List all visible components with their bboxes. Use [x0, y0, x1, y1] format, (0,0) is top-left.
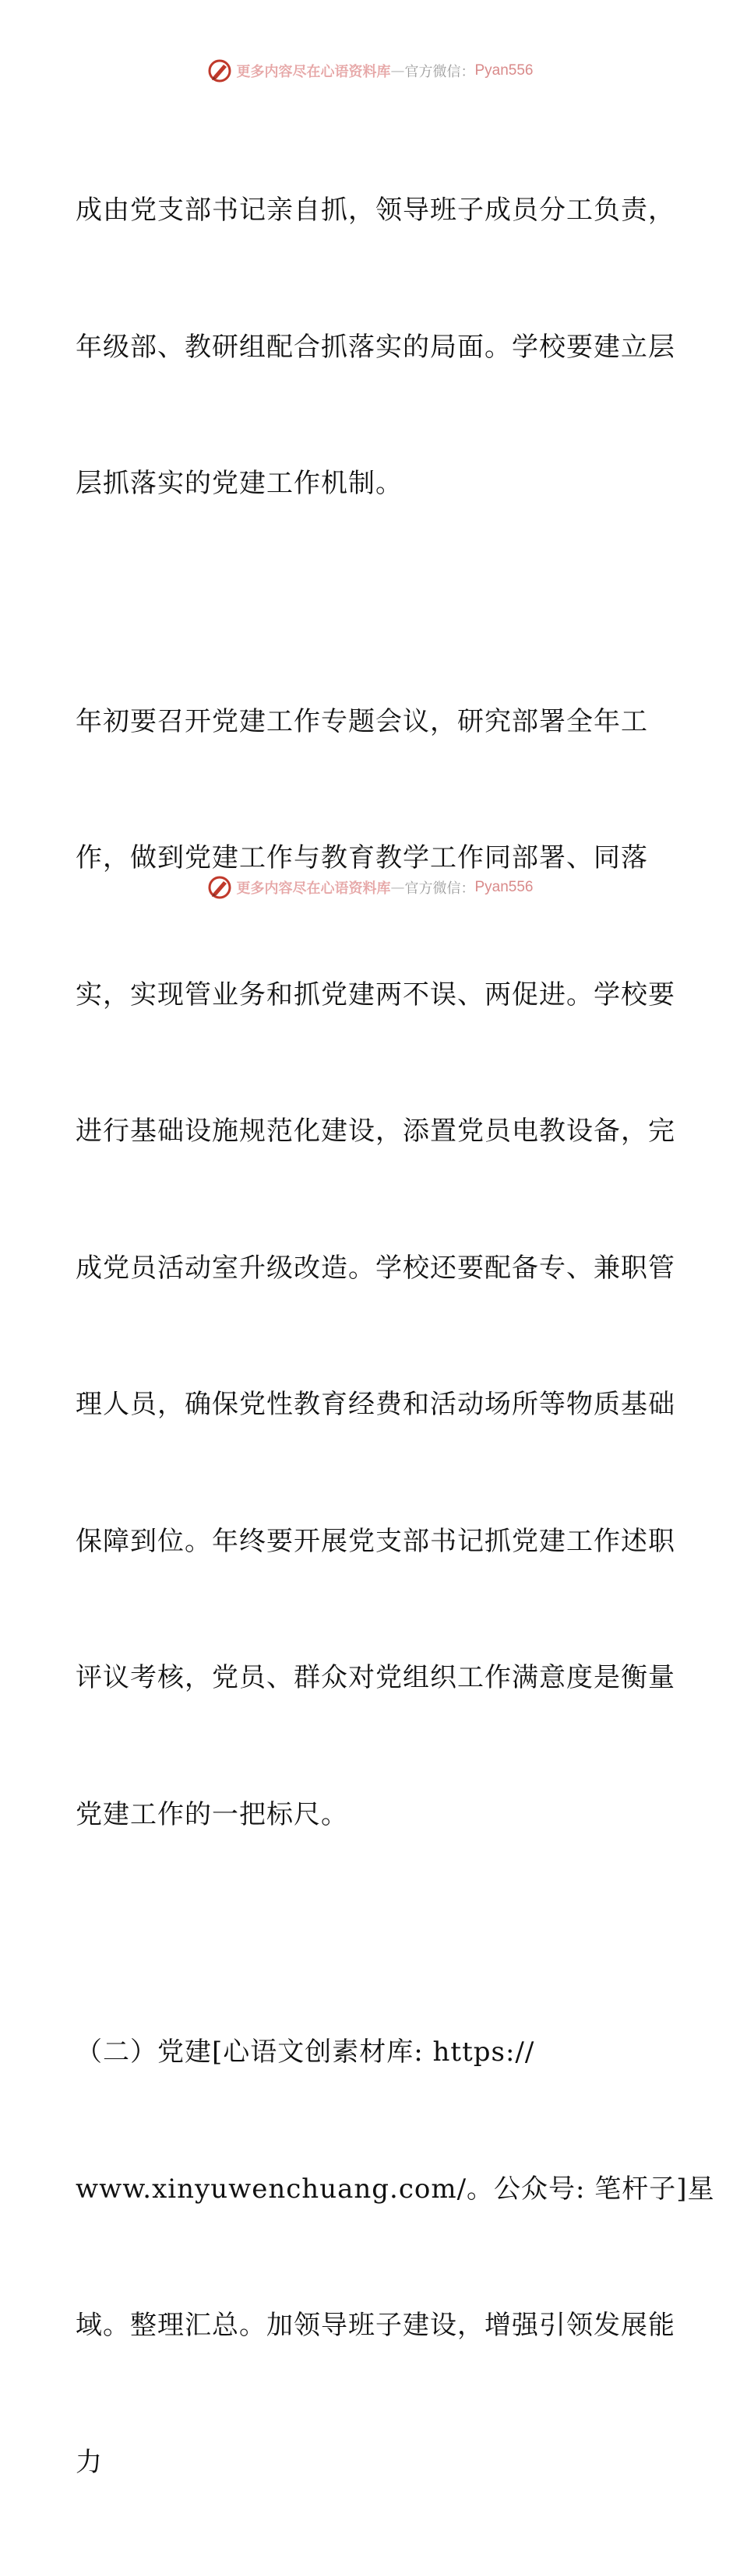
text-line: （二）党建[心语文创素材库: https://	[76, 2037, 535, 2068]
paragraph-2	[76, 608, 675, 1929]
footer-wechat-id: Pyan556	[474, 879, 534, 895]
text-line: 评议考核，党员、群众对党组织工作满意度是衡量	[76, 1662, 675, 1693]
footer-dash: —	[390, 879, 405, 896]
text-line: 层抓落实的党建工作机制。	[76, 468, 403, 499]
header-site-text: 更多内容尽在心语资料库	[236, 64, 391, 80]
paragraph-1	[76, 97, 675, 598]
pen-logo-icon	[206, 874, 233, 901]
header-wechat-label: 官方微信：	[404, 64, 475, 80]
footer-wechat-label: 官方微信：	[404, 880, 475, 897]
text-line: 成党员活动室升级改造。学校还要配备专、兼职管	[76, 1252, 675, 1284]
text-line: 成由党支部书记亲自抓，领导班子成员分工负责，	[76, 195, 675, 226]
header-wechat-id: Pyan556	[474, 62, 534, 79]
footer-banner	[0, 872, 740, 903]
text-line: 保障到位。年终要开展党支部书记抓党建工作述职	[76, 1525, 675, 1557]
document-body	[76, 97, 715, 2576]
text-line: 年级部、教研组配合抓落实的局面。学校要建立层	[76, 331, 675, 363]
pen-logo-icon	[206, 58, 233, 84]
text-line: 力	[76, 2446, 103, 2478]
text-line: 年初要召开党建工作专题会议，研究部署全年工	[76, 705, 648, 737]
text-line: 作，做到党建工作与教育教学工作同部署、同落	[76, 842, 648, 873]
text-line: 实，实现管业务和抓党建两不误、两促进。学校要	[76, 979, 675, 1010]
text-line: 域。整理汇总。加领导班子建设，增强引领发展能	[76, 2310, 675, 2341]
header-banner	[0, 55, 740, 86]
text-line: www.xinyuwenchuang.com/。公众号: 笔杆子]星	[76, 2173, 715, 2205]
text-line: 进行基础设施规范化建设，添置党员电教设备，完	[76, 1116, 675, 1147]
footer-site-text: 更多内容尽在心语资料库	[236, 880, 391, 897]
text-line: 理人员，确保党性教育经费和活动场所等物质基础	[76, 1389, 675, 1420]
paragraph-3	[76, 1938, 715, 2576]
header-dash: —	[390, 62, 405, 79]
text-line: 党建工作的一把标尺。	[76, 1798, 348, 1830]
